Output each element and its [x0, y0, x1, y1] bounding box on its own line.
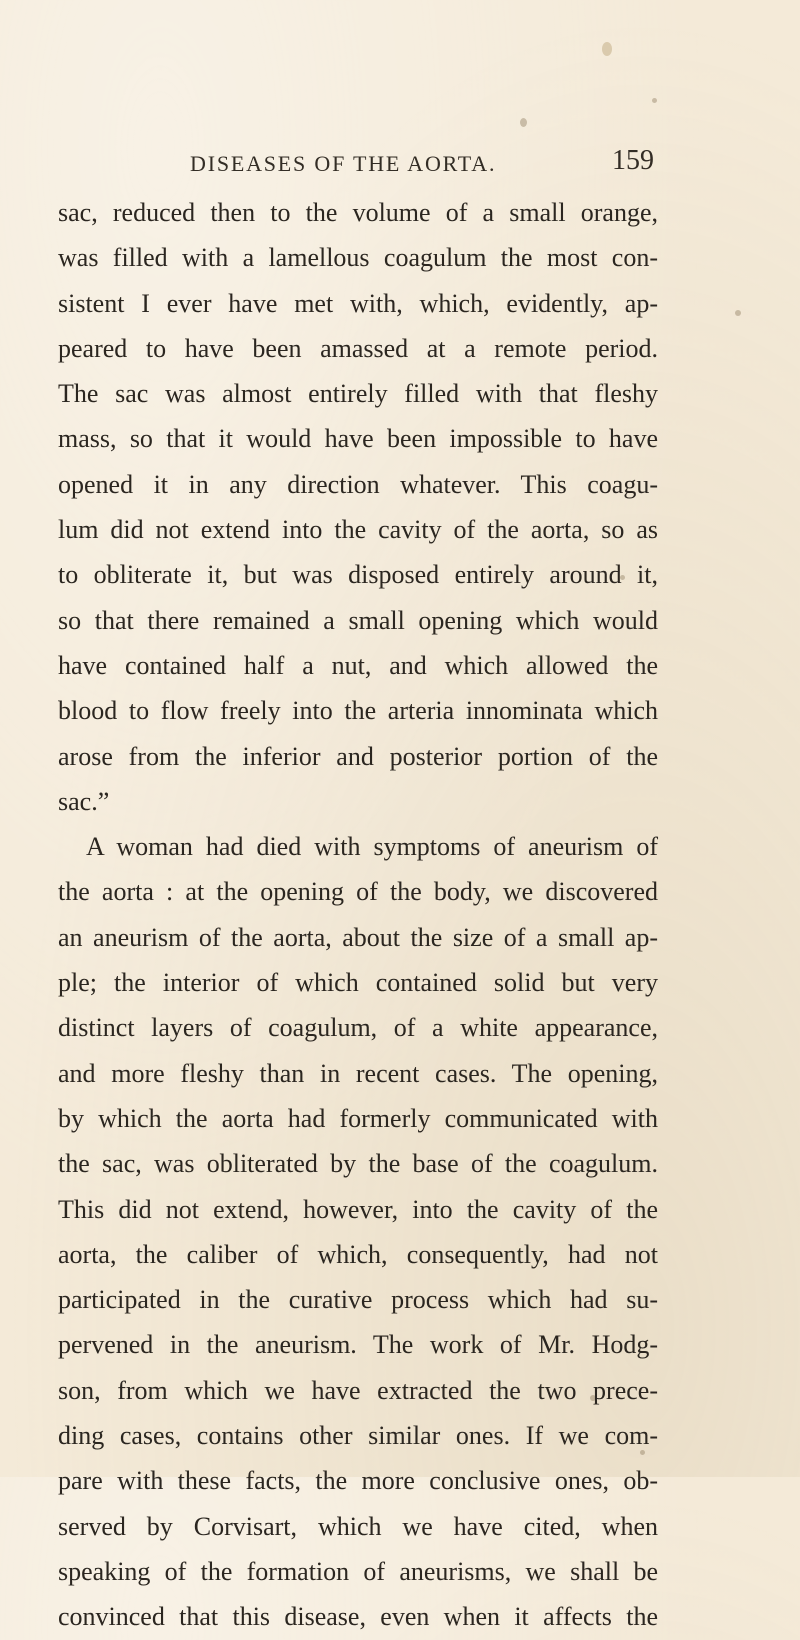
- text-line: mass, so that it would have been impossible to have: [58, 424, 658, 454]
- running-title: DISEASES OF THE AORTA.: [190, 151, 497, 176]
- text-line: The sac was almost entirely filled with that fleshy: [58, 379, 658, 409]
- text-line: participated in the curative process which had su-: [58, 1285, 658, 1315]
- text-line: the aorta : at the opening of the body, we discovered: [58, 877, 658, 907]
- text-line: arose from the inferior and posterior portion of the: [58, 741, 658, 771]
- text-line: blood to flow freely into the arteria innominata which: [58, 696, 658, 726]
- page-number: 159: [612, 145, 654, 176]
- text-line: distinct layers of coagulum, of a white appearance,: [58, 1013, 658, 1043]
- text-line: speaking of the formation of aneurisms, we shall be: [58, 1556, 658, 1586]
- body-text: [58, 190, 658, 1640]
- text-line: to obliterate it, but was disposed entirely around it,: [58, 560, 658, 590]
- text-line: was filled with a lamellous coagulum the most con-: [58, 243, 658, 273]
- text-line: pervened in the aneurism. The work of Mr. Hodg-: [58, 1330, 658, 1360]
- paragraph-first-line: A woman had died with symptoms of aneurism of: [86, 832, 658, 862]
- text-line: served by Corvisart, which we have cited, when: [58, 1511, 658, 1541]
- text-line: aorta, the caliber of which, consequently, had not: [58, 1239, 658, 1269]
- text-line: opened it in any direction whatever. This coagu-: [58, 469, 658, 499]
- running-head: [190, 145, 654, 185]
- text-line: and more fleshy than in recent cases. The opening,: [58, 1058, 658, 1088]
- text-line: sac.”: [58, 786, 110, 816]
- text-line: so that there remained a small opening which would: [58, 605, 658, 635]
- text-line: convinced that this disease, even when it affects the: [58, 1602, 658, 1632]
- text-line: lum did not extend into the cavity of the aorta, so as: [58, 515, 658, 545]
- text-line: have contained half a nut, and which allowed the: [58, 650, 658, 680]
- text-line: an aneurism of the aorta, about the size of a small ap-: [58, 922, 658, 952]
- text-line: This did not extend, however, into the cavity of the: [58, 1194, 658, 1224]
- text-line: peared to have been amassed at a remote period.: [58, 333, 658, 363]
- text-line: ple; the interior of which contained solid but very: [58, 968, 658, 998]
- text-line: by which the aorta had formerly communicated with: [58, 1103, 658, 1133]
- text-line: the sac, was obliterated by the base of the coagulum.: [58, 1149, 658, 1179]
- text-line: sac, reduced then to the volume of a small orange,: [58, 198, 658, 227]
- text-line: son, from which we have extracted the two prece-: [58, 1375, 658, 1405]
- text-line: sistent I ever have met with, which, evidently, ap-: [58, 288, 658, 318]
- text-line: ding cases, contains other similar ones. If we com-: [58, 1421, 658, 1451]
- text-line: pare with these facts, the more conclusive ones, ob-: [58, 1466, 658, 1496]
